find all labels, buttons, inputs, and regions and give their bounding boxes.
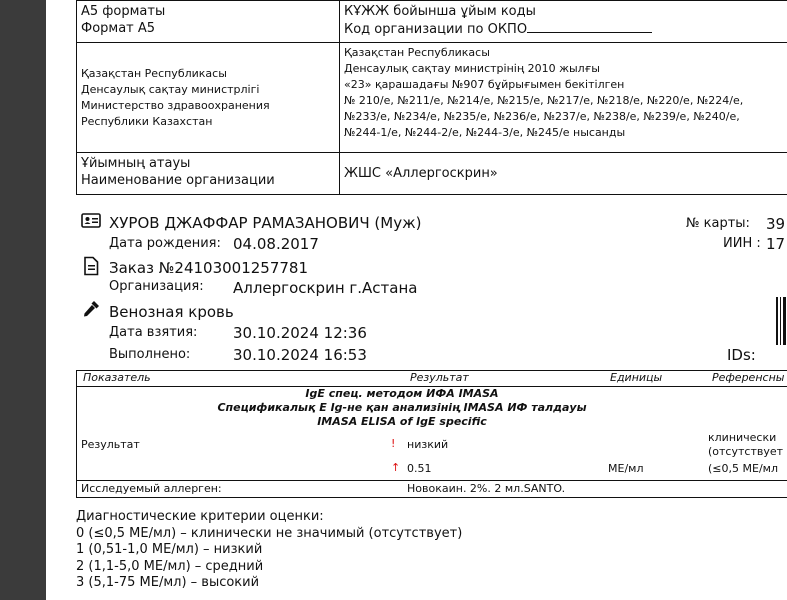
header-table <box>76 0 787 195</box>
order-cell <box>340 43 787 153</box>
org-name-kz: Ұйымның атауы <box>81 156 191 171</box>
okpo-cell <box>340 1 787 43</box>
col-units: Единицы <box>610 371 663 384</box>
col-indicator: Показатель <box>83 371 151 384</box>
viewer-sidebar <box>0 0 46 600</box>
order-line: №233/е, №234/е, №235/е, №236/е, №237/е, №238/е, №239/е, №240/е, <box>344 110 740 123</box>
iin-label: ИИН : <box>723 236 761 251</box>
organization-value: Аллергоскрин г.Астана <box>233 279 418 297</box>
results-body <box>76 387 787 498</box>
done-value: 30.10.2024 16:53 <box>233 346 367 364</box>
ministry-line: Денсаулық сақтау министрлігі <box>81 82 260 96</box>
allergen-label: Исследуемый аллерген: <box>81 482 222 495</box>
dob-value: 04.08.2017 <box>233 235 319 253</box>
result-row-label: Результат <box>81 438 140 451</box>
org-name-value: ЖШС «Аллергоскрин» <box>344 166 498 181</box>
result-value-number: 0.51 <box>407 462 432 475</box>
reference-text: клинически <box>708 431 777 444</box>
col-result: Результат <box>410 371 469 384</box>
criteria-title: Диагностические критерии оценки: <box>76 509 324 524</box>
ids-label: IDs: <box>727 346 756 364</box>
method-title-en: IMASA ELISA of IgE specific <box>317 415 487 428</box>
taken-label: Дата взятия: <box>109 325 198 340</box>
org-name-ru: Наименование организации <box>81 173 275 188</box>
okpo-fill-line <box>527 20 652 33</box>
order-line: № 210/е, №211/е, №214/е, №215/е, №217/е, №218/е, №220/е, №224/е, <box>344 94 744 107</box>
criteria-line: 0 (≤0,5 МЕ/мл) – клинически не значимый (отсутствует) <box>76 525 463 541</box>
organization-label: Организация: <box>109 279 204 294</box>
warning-flag-icon: ! <box>391 437 396 450</box>
format-cell <box>77 1 340 43</box>
arrow-up-icon: ↑ <box>391 461 401 474</box>
dropper-icon <box>81 299 101 319</box>
result-value-level: низкий <box>407 438 449 451</box>
ministry-line: Министерство здравоохранения <box>81 98 270 112</box>
document-page <box>46 0 787 600</box>
id-card-icon <box>81 211 101 231</box>
ministry-line: Республики Казахстан <box>81 114 213 128</box>
criteria-line: 3 (5,1-75 МЕ/мл) – высокий <box>76 575 260 590</box>
allergen-row <box>77 480 787 497</box>
order-line: Қазақстан Республикасы <box>344 46 490 59</box>
diagnostic-criteria <box>76 509 462 592</box>
reference-text: (отсутствует <box>708 445 784 458</box>
results-header <box>76 370 787 387</box>
okpo-kz: КҰЖЖ бойынша ұйым коды <box>344 4 536 19</box>
method-title-kz: Спецификалық E Ig-не қан анализінің IMASA ИФ талдауы <box>217 401 587 414</box>
dob-label: Дата рождения: <box>109 236 221 251</box>
org-value-cell <box>340 153 787 195</box>
method-title: IgE спец. методом ИФА IMASA <box>305 387 499 400</box>
reference-range: (≤0,5 МЕ/мл <box>708 462 778 475</box>
ministry-cell <box>77 43 340 153</box>
order-line: Денсаулық сақтау министрінің 2010 жылғы <box>344 62 600 75</box>
result-units: МЕ/мл <box>608 462 644 475</box>
org-name-cell <box>77 153 340 195</box>
allergen-value: Новокаин. 2%. 2 мл.SANTO. <box>407 482 566 495</box>
criteria-line: 2 (1,1-5,0 МЕ/мл) – средний <box>76 558 264 574</box>
format-ru: Формат А5 <box>81 21 156 36</box>
barcode-icon <box>776 297 787 345</box>
order-line: «23» қарашадағы №907 бұйрығымен бекітілген <box>344 78 625 91</box>
col-reference: Референсны <box>712 371 785 384</box>
done-label: Выполнено: <box>109 347 191 362</box>
card-value: 39 <box>766 215 786 233</box>
iin-value: 17 <box>766 235 786 253</box>
sample-title: Венозная кровь <box>109 303 234 321</box>
ministry-line: Қазақстан Республикасы <box>81 66 227 80</box>
document-icon <box>81 256 101 276</box>
okpo-ru: Код организации по ОКПО <box>344 22 528 37</box>
results-table <box>76 370 787 498</box>
format-kz: А5 форматы <box>81 4 166 19</box>
order-title: Заказ №24103001257781 <box>109 259 309 277</box>
patient-name: ХУРОВ ДЖАФФАР РАМАЗАНОВИЧ (Муж) <box>109 214 422 232</box>
taken-value: 30.10.2024 12:36 <box>233 324 367 342</box>
order-line: №244-1/е, №244-2/е, №244-3/е, №245/е нысанды <box>344 126 626 139</box>
criteria-line: 1 (0,51-1,0 МЕ/мл) – низкий <box>76 542 263 557</box>
card-label: № карты: <box>686 216 750 231</box>
